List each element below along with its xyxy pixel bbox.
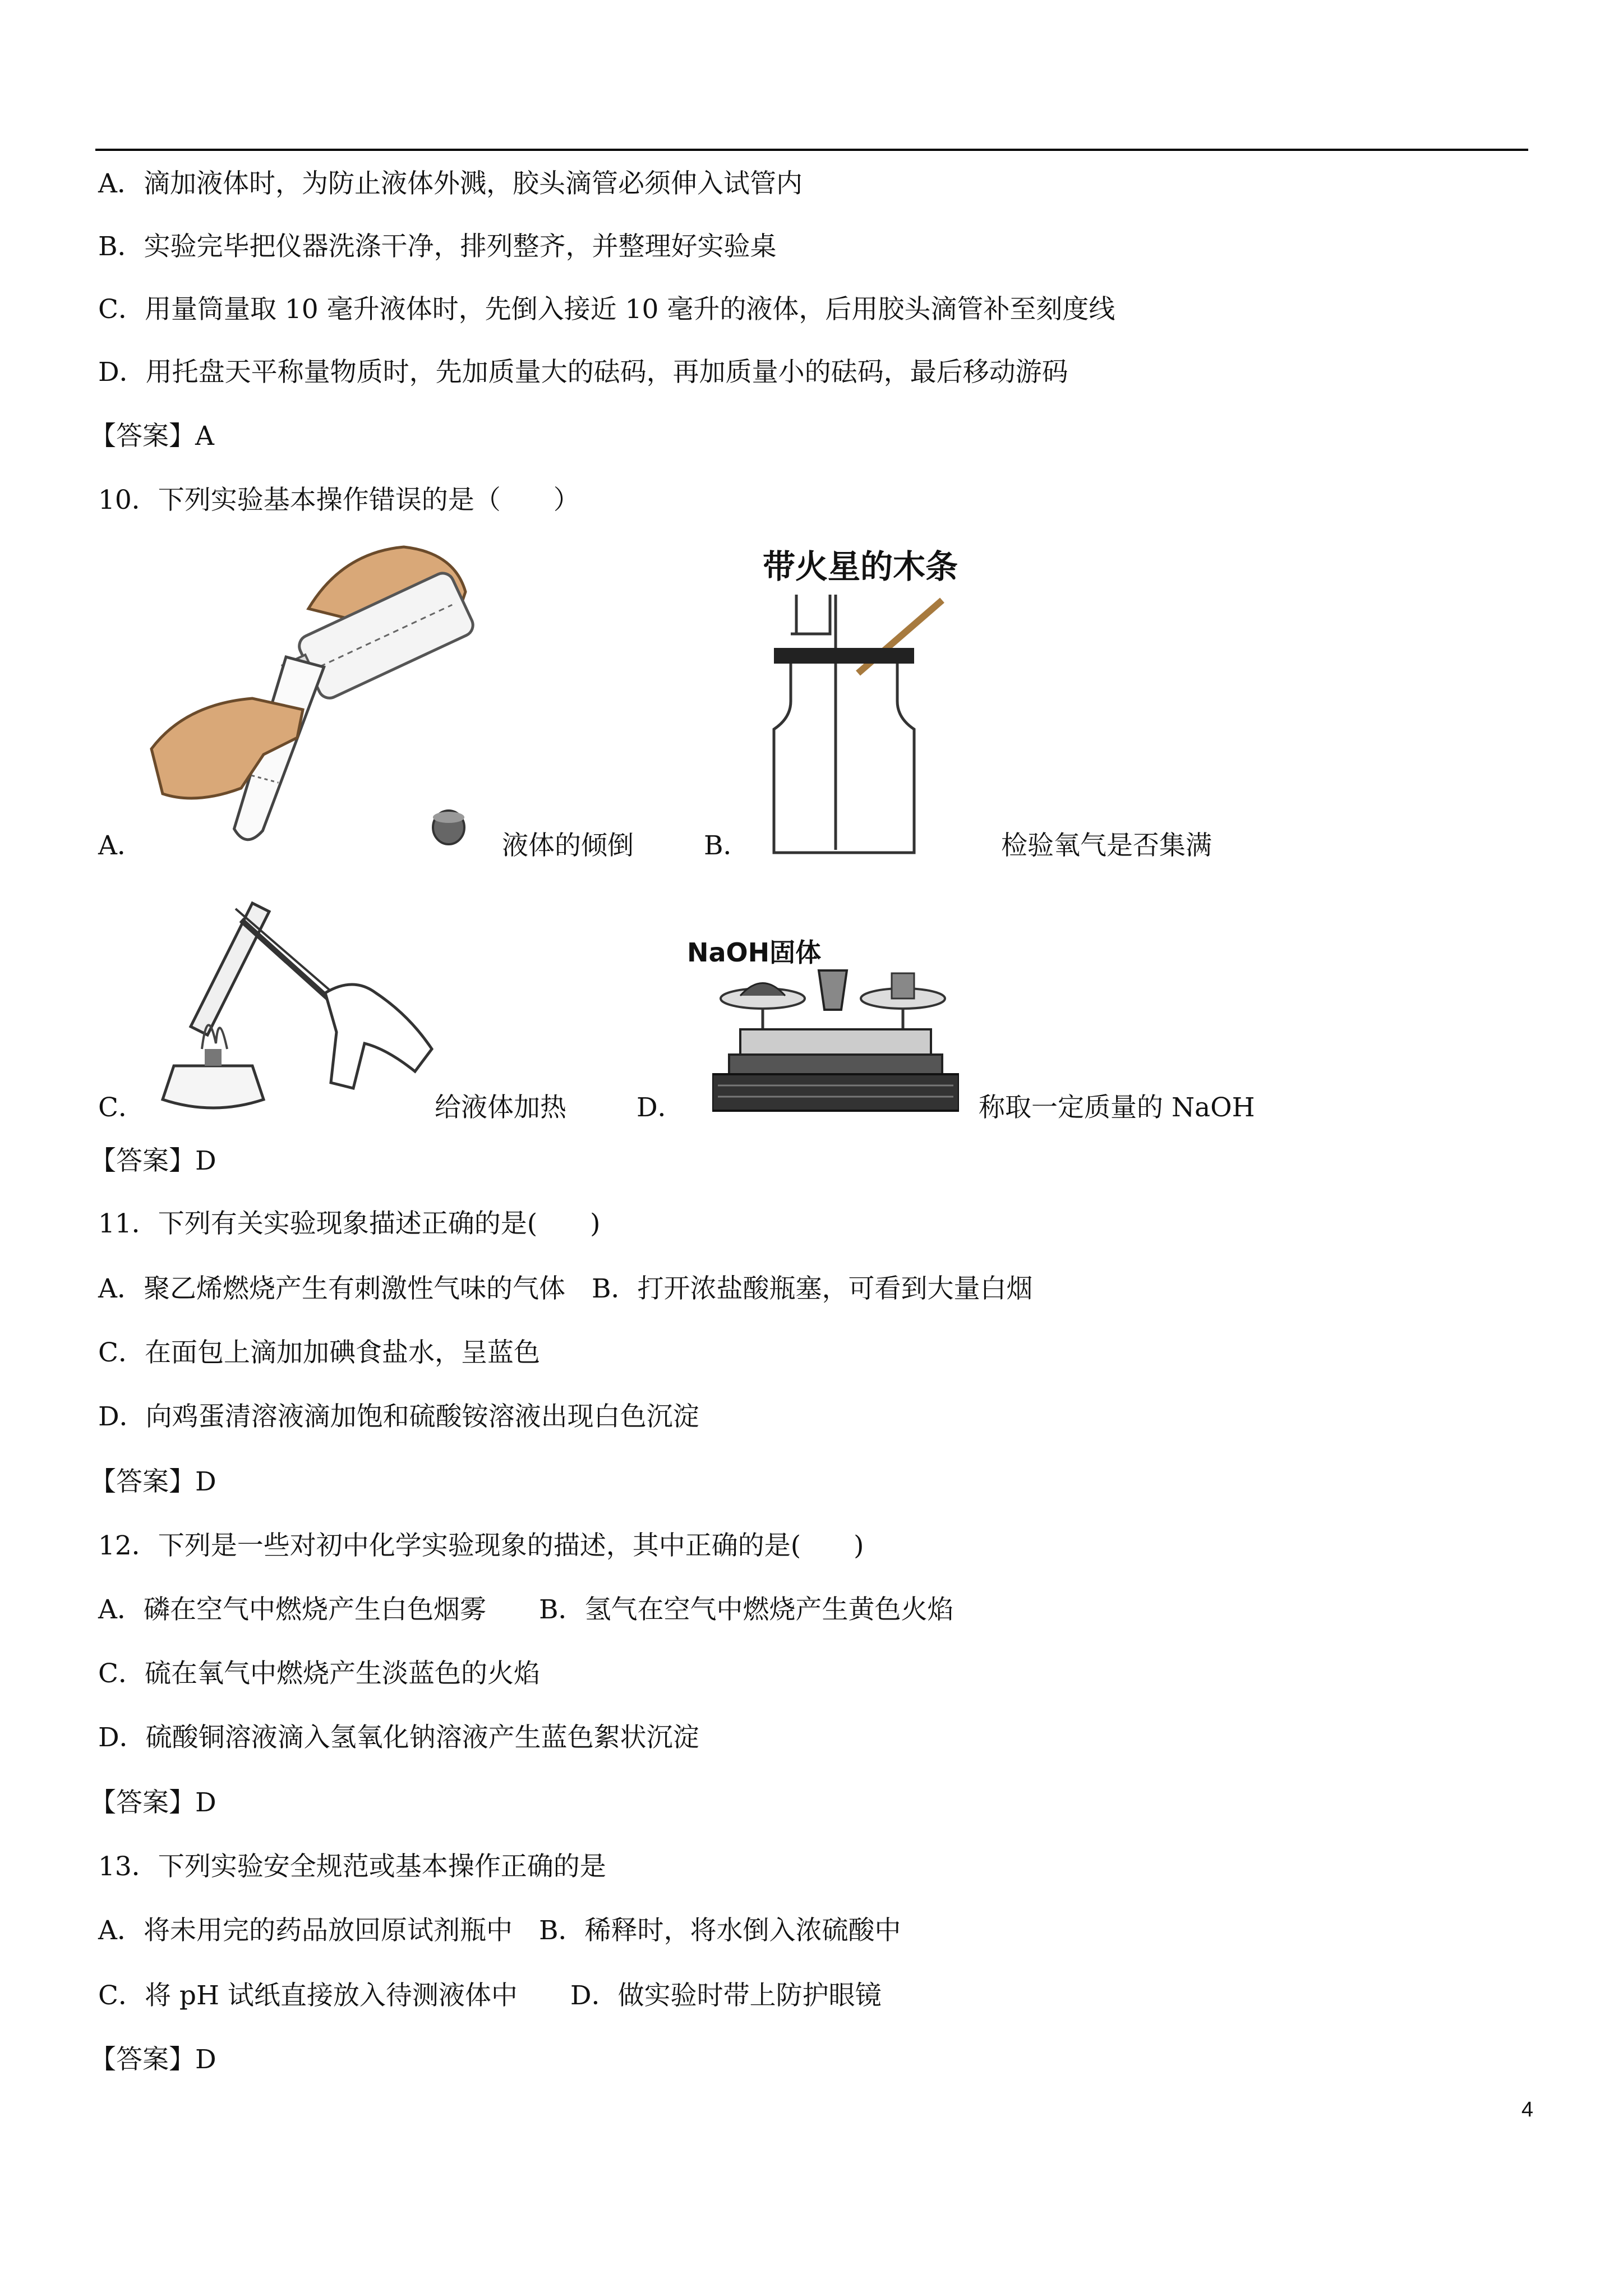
q11-option-c: C．在面包上滴加加碘食盐水，呈蓝色 xyxy=(98,1337,540,1368)
q10-option-a-letter: A． xyxy=(98,830,144,861)
balance-naoh-figure xyxy=(712,959,959,1116)
q9-answer: 【答案】A xyxy=(90,421,214,452)
naoh-solid-label: NaOH固体 xyxy=(687,937,822,968)
q12-options-ab: A．磷在空气中燃烧产生白色烟雾 B．氢气在空气中燃烧产生黄色火焰 xyxy=(98,1594,954,1625)
q10-answer: 【答案】D xyxy=(90,1145,216,1176)
q13-answer: 【答案】D xyxy=(90,2044,216,2075)
q11-answer: 【答案】D xyxy=(90,1466,216,1497)
q11-stem: 11．下列有关实验现象描述正确的是( ) xyxy=(98,1208,601,1239)
q10-option-d-caption: 称取一定质量的 NaOH xyxy=(979,1092,1255,1123)
q11-option-d: D．向鸡蛋清溶液滴加饱和硫酸铵溶液出现白色沉淀 xyxy=(98,1401,699,1432)
q9-option-a: A．滴加液体时，为防止液体外溅，胶头滴管必须伸入试管内 xyxy=(98,168,803,199)
q13-options-ab: A．将未用完的药品放回原试剂瓶中 B．稀释时，将水倒入浓硫酸中 xyxy=(98,1915,901,1946)
pouring-liquid-figure xyxy=(140,541,477,855)
heating-liquid-figure xyxy=(151,881,443,1116)
q12-stem: 12．下列是一些对初中化学实验现象的描述，其中正确的是( ) xyxy=(98,1530,864,1561)
q9-option-d: D．用托盘天平称量物质时，先加质量大的砝码，再加质量小的砝码，最后移动游码 xyxy=(98,357,1068,388)
page-number: 4 xyxy=(1521,2098,1533,2122)
q10-option-c-letter: C． xyxy=(98,1092,145,1123)
q12-option-d: D．硫酸铜溶液滴入氢氧化钠溶液产生蓝色絮状沉淀 xyxy=(98,1722,699,1753)
header-rule xyxy=(95,149,1528,151)
q10-option-b-caption: 检验氧气是否集满 xyxy=(1001,830,1212,861)
q10-option-d-letter: D． xyxy=(637,1092,684,1123)
q12-option-c: C．硫在氧气中燃烧产生淡蓝色的火焰 xyxy=(98,1658,540,1689)
q10-option-a-caption: 液体的倾倒 xyxy=(502,830,634,861)
q13-stem: 13．下列实验安全规范或基本操作正确的是 xyxy=(98,1851,606,1882)
gas-collection-bottle-figure xyxy=(757,595,959,858)
q12-answer: 【答案】D xyxy=(90,1787,216,1818)
q9-option-c: C．用量筒量取 10 毫升液体时，先倒入接近 10 毫升的液体，后用胶头滴管补至刻度线 xyxy=(98,294,1115,325)
q10-stem: 10．下列实验基本操作错误的是（ ） xyxy=(98,485,580,516)
q10-option-b-letter: B． xyxy=(704,830,750,861)
q11-options-ab: A．聚乙烯燃烧产生有刺激性气味的气体 B．打开浓盐酸瓶塞，可看到大量白烟 xyxy=(98,1273,1033,1304)
q13-options-cd: C．将 pH 试纸直接放入待测液体中 D．做实验时带上防护眼镜 xyxy=(98,1980,882,2011)
q9-option-b: B．实验完毕把仪器洗涤干净，排列整齐，并整理好实验桌 xyxy=(98,231,777,262)
glowing-splint-label: 带火星的木条 xyxy=(763,547,958,586)
q10-option-c-caption: 给液体加热 xyxy=(435,1092,566,1123)
